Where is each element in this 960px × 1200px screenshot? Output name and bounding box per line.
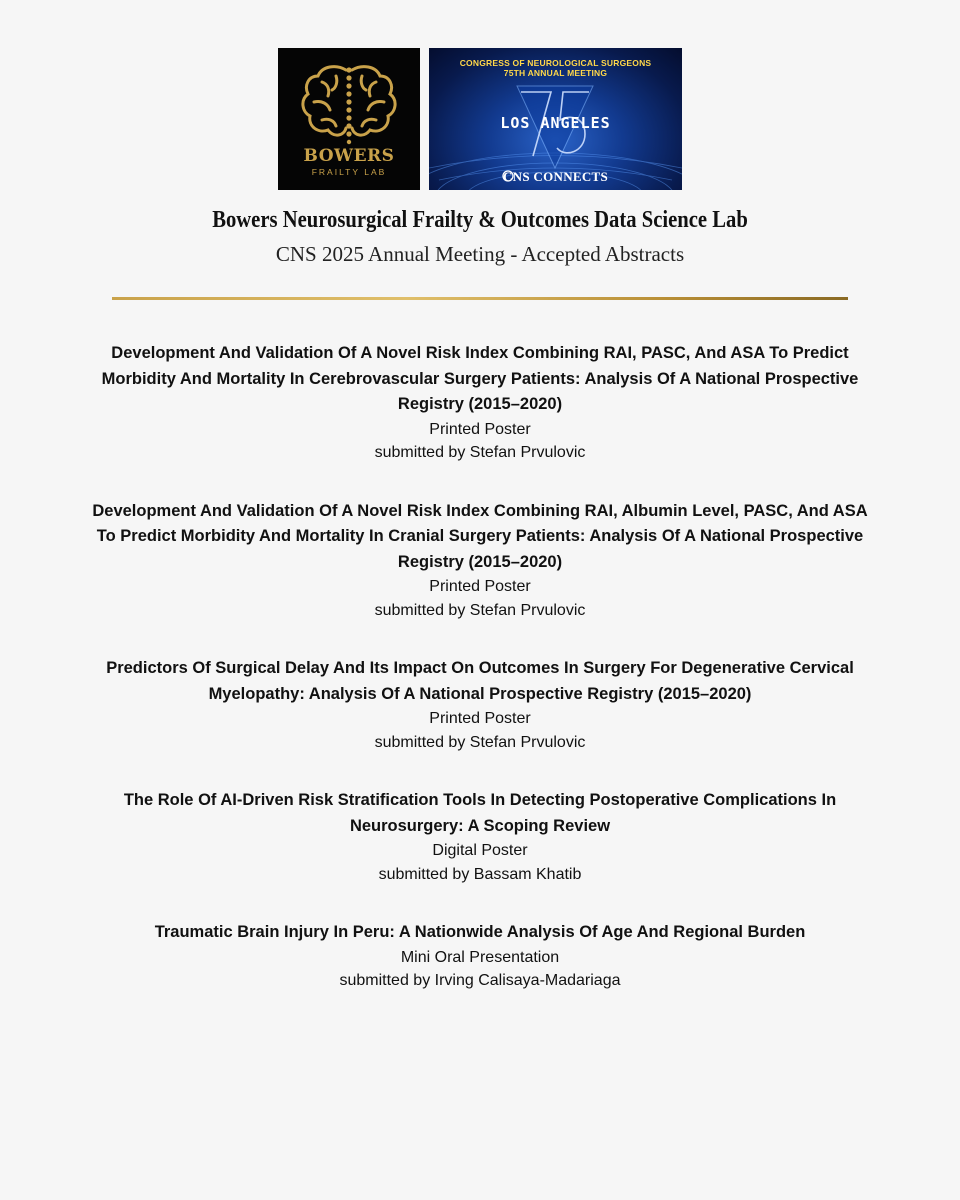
- abstract-title: The Role Of AI-Driven Risk Stratification Tools In Detecting Postoperative Complications In Neurosurgery: A Scoping Review: [123, 791, 837, 835]
- abstract-item: [90, 499, 870, 623]
- logo-row: [278, 48, 683, 190]
- abstract-title: Predictors Of Surgical Delay And Its Impact On Outcomes In Surgery For Degenerative Cervical Myelopathy: Analysis Of A National Prospective Registry (2015–2020): [106, 659, 854, 703]
- abstract-item: [90, 341, 870, 465]
- abstract-author: submitted by Stefan Prvulovic: [374, 733, 586, 751]
- abstract-author: submitted by Irving Calisaya-Madariaga: [339, 972, 621, 989]
- bowers-logo-subtitle: FRAILTY LAB: [311, 167, 387, 177]
- page-subtitle: CNS 2025 Annual Meeting - Accepted Abstracts: [275, 242, 685, 266]
- page-title: Bowers Neurosurgical Frailty & Outcomes Data Science Lab: [212, 207, 748, 233]
- abstract-type: Printed Poster: [429, 578, 531, 595]
- cns-brand: CNS CONNECTS: [502, 169, 609, 184]
- cns-organization-line: CONGRESS OF NEUROLOGICAL SURGEONS: [459, 58, 652, 68]
- abstract-item: [90, 656, 870, 754]
- abstract-type: Digital Poster: [432, 842, 528, 859]
- cns-meeting-line: 75TH ANNUAL MEETING: [503, 68, 608, 78]
- cns-annual-meeting-logo: [429, 48, 682, 190]
- abstract-title: Traumatic Brain Injury In Peru: A Nationwide Analysis Of Age And Regional Burden: [154, 923, 806, 941]
- abstract-type: Mini Oral Presentation: [400, 948, 560, 966]
- abstract-author: submitted by Bassam Khatib: [378, 865, 582, 883]
- abstract-type: Printed Poster: [429, 420, 531, 438]
- cns-city: LOS ANGELES: [500, 114, 611, 132]
- bowers-logo-name: BOWERS: [303, 146, 395, 166]
- bowers-frailty-lab-logo: [278, 48, 420, 190]
- abstract-item: [90, 920, 870, 993]
- gold-divider: [112, 297, 848, 300]
- abstract-author: submitted by Stefan Prvulovic: [374, 444, 586, 461]
- abstract-item: [90, 788, 870, 886]
- abstract-author: submitted by Stefan Prvulovic: [374, 601, 586, 619]
- abstract-type: Printed Poster: [429, 710, 531, 727]
- abstract-title: Development And Validation Of A Novel Risk Index Combining RAI, PASC, And ASA To Predict Morbidity And Mortality In Cerebrovascular Surgery Patients: Analysis Of A National Prospective Registry (2015–2020): [101, 344, 859, 413]
- abstract-list: [90, 341, 870, 1027]
- abstract-title: Development And Validation Of A Novel Risk Index Combining RAI, Albumin Level, PASC, And ASA To Predict Morbidity And Mortality In Cranial Surgery Patients: Analysis Of A National Prospective Registry (2015–2020): [92, 501, 868, 571]
